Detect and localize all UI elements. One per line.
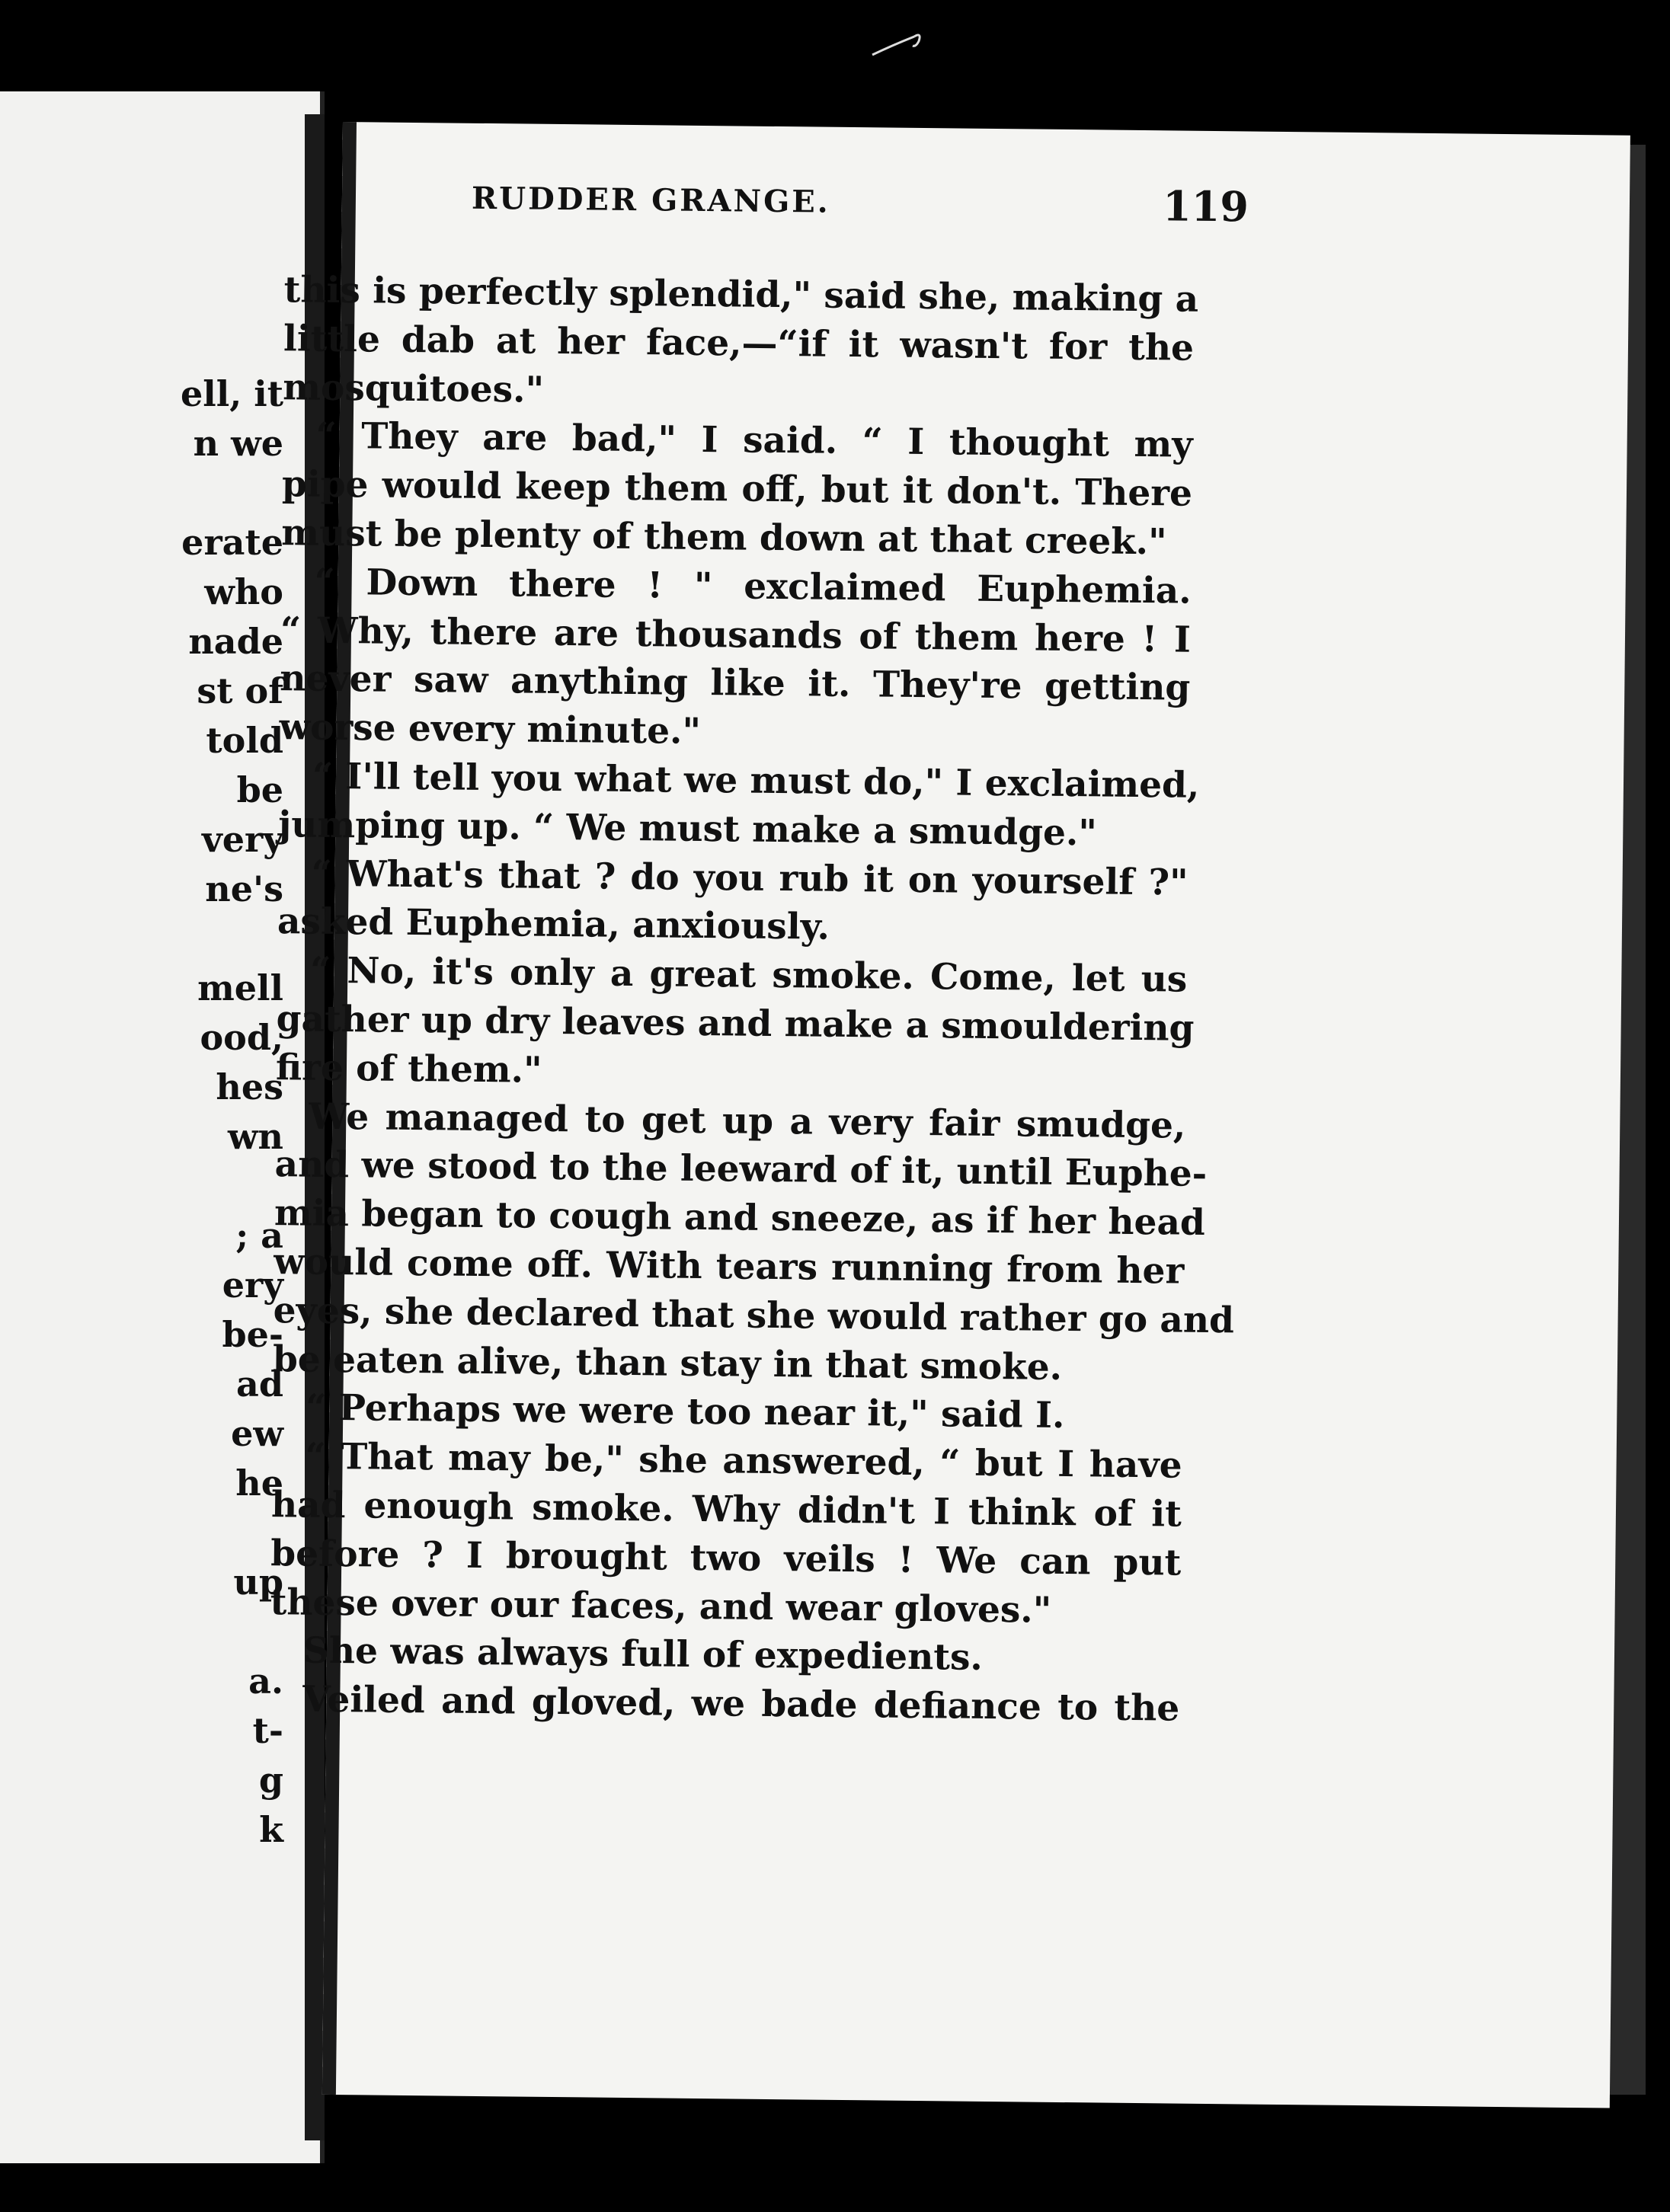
left-page-line: ; a	[235, 1215, 283, 1256]
left-page-line: told	[206, 720, 283, 761]
left-page-line: nade	[188, 621, 283, 662]
left-page-line: ne's	[205, 868, 283, 909]
page-header	[471, 180, 1294, 232]
left-page-line: mell	[197, 967, 283, 1009]
running-title: RUDDER GRANGE.	[471, 180, 830, 220]
left-page-line	[0, 1607, 305, 1657]
text-line: pipe would keep them off, but it don't. There	[281, 463, 1193, 515]
text-line: “ Perhaps we were too near it," said I.	[306, 1386, 1065, 1437]
left-page-line: up	[233, 1562, 283, 1603]
text-line: be eaten alive, than stay in that smoke.	[272, 1338, 1063, 1389]
left-page-line: a.	[248, 1661, 283, 1702]
right-page	[270, 122, 1630, 2108]
text-line: before ? I brought two veils ! We can put	[270, 1532, 1182, 1584]
text-line: asked Euphemia, anxiously.	[277, 900, 830, 949]
left-page-line: very	[202, 819, 283, 860]
left-page-line: erate	[181, 522, 283, 563]
left-page-line: ood,	[200, 1017, 283, 1058]
left-page-line: who	[204, 571, 283, 612]
text-line: “ No, it's only a great smoke. Come, let us	[310, 949, 1188, 1001]
text-line: jumping up. “ We must make a smudge."	[278, 803, 1098, 855]
left-page-line: t-	[252, 1710, 283, 1751]
left-page-line: he	[235, 1462, 283, 1504]
text-line: “ That may be," she answered, “ but I have	[305, 1435, 1182, 1487]
left-page-line	[0, 468, 305, 518]
text-line: never saw anything like it. They're getting	[280, 657, 1191, 710]
text-line: this is perfectly splendid," said she, making a	[283, 269, 1199, 321]
left-page-line: hes	[216, 1066, 283, 1108]
left-page-line	[0, 914, 305, 964]
page-number: 119	[1162, 181, 1249, 232]
text-line: “ Down there ! " exclaimed Euphemia.	[314, 561, 1192, 612]
text-line: and we stood to the leeward of it, until Euphe-	[274, 1143, 1208, 1196]
left-page-line: wn	[227, 1116, 283, 1157]
text-line: “ Why, there are thousands of them here ! I	[280, 609, 1192, 661]
left-page-line: ad	[236, 1363, 283, 1405]
text-line: mia began to cough and sneeze, as if her head	[274, 1192, 1206, 1245]
text-line: mosquitoes."	[283, 366, 545, 411]
left-page-line: st of	[197, 670, 283, 711]
left-page-line	[0, 1162, 305, 1211]
text-line: worse every minute."	[279, 706, 702, 753]
left-page-line: n we	[193, 423, 283, 464]
pen-mark-icon	[869, 30, 929, 61]
text-line: She was always full of expedients.	[302, 1629, 984, 1680]
text-line: little dab at her face,—“if it wasn't for the	[283, 317, 1195, 369]
text-line: must be plenty of them down at that creek."	[281, 512, 1167, 564]
text-line: gather up dry leaves and make a smouldering	[276, 998, 1195, 1050]
text-line: Veiled and gloved, we bade defiance to the	[302, 1678, 1180, 1730]
text-line: We managed to get up a very fair smudge,	[309, 1095, 1186, 1147]
left-page-line: ell, it	[181, 373, 283, 414]
left-page-line: ery	[222, 1264, 283, 1306]
left-page-line: ew	[231, 1413, 283, 1454]
text-line: “ What's that ? do you rub it on yourself ?"	[311, 852, 1189, 904]
left-page-line	[0, 1508, 305, 1558]
body-text	[269, 266, 1235, 1733]
text-line: these over our faces, and wear gloves."	[270, 1581, 1052, 1632]
left-page-line: g	[258, 1760, 283, 1801]
left-page-line: be	[236, 769, 283, 810]
left-page-text	[0, 369, 305, 1855]
text-line: “ They are bad," I said. “ I thought my	[315, 415, 1193, 467]
left-page-line: k	[259, 1809, 283, 1850]
text-line: eyes, she declared that she would rather go and	[273, 1289, 1235, 1342]
text-line: had enough smoke. Why didn't I think of it	[270, 1484, 1182, 1536]
left-page-line: be-	[222, 1314, 283, 1355]
text-line: would come off. With tears running from her	[274, 1241, 1185, 1293]
text-line: fire of them."	[275, 1046, 542, 1092]
text-line: “ I'll tell you what we must do," I exclaimed,	[312, 755, 1200, 807]
